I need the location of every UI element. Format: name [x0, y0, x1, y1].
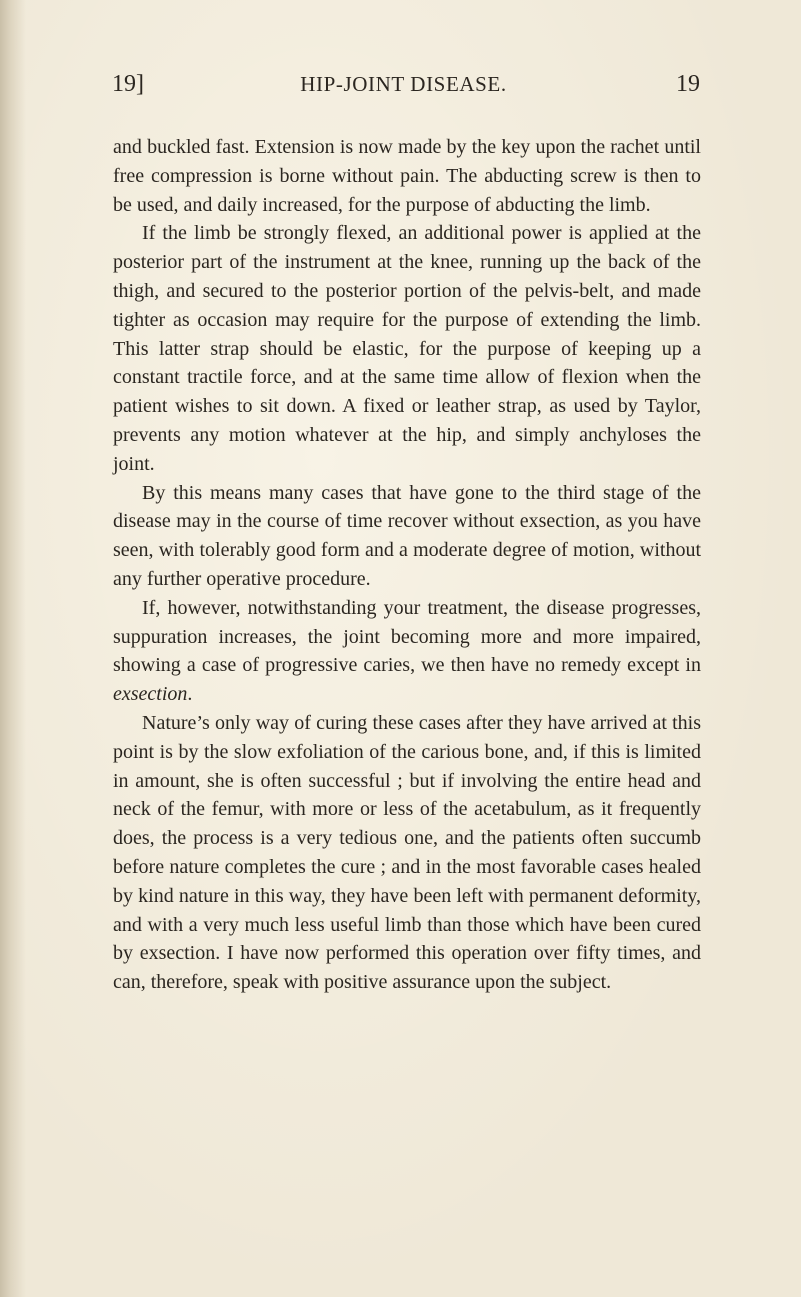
paragraph-5: Nature’s only way of curing these cases after they have arrived at this point is by the slow exfoliation of the carious bone, and, if this is limited in amount, she is often successful ; but if involving the entire head and neck of the femur, with more or less of the acetabulum, as it frequently does, the process is a very tedious one, and the patients often succumb before nature completes the cure ; and in the most favorable cases healed by kind nature in this way, they have been left with permanent deformity, and with a very much less useful limb than those which have been cured by exsection. I have now performed this operation over fifty times, and can, therefore, speak with positive assurance upon the subject.	[113, 711, 701, 994]
paragraph-1: and buckled fast. Extension is now made by the key upon the rachet until free compression is borne without pain. The abducting screw is then to be used, and daily increased, for the purpose of abducting the limb.	[113, 136, 701, 216]
body-text	[113, 133, 701, 997]
running-head	[0, 66, 801, 102]
page-number: 19	[676, 71, 700, 97]
paragraph-3: By this means many cases that have gone to the third stage of the disease may in the course of time recover without exsection, as you have seen, with tolerably good form and a moderate degree of motion, without any further operative procedure.	[113, 481, 701, 590]
binding-gutter-shadow	[0, 0, 26, 1297]
section-number: 19]	[112, 71, 144, 97]
paragraph-2: If the limb be strongly flexed, an additional power is applied at the posterior part of the instrument at the knee, running up the back of the thigh, and secured to the posterior portion of the pelvis-belt, and made tighter as occasion may require for the purpose of extending the limb. This latter strap should be elastic, for the purpose of keeping up a constant tractile force, and at the same time allow of flexion when the patient wishes to sit down. A fixed or leather strap, as used by Taylor, prevents any motion whatever at the hip, and simply anchyloses the joint.	[113, 222, 701, 475]
paragraph-4-text: If, however, notwithstanding your treatment, the disease progresses, suppuration increases, the joint becoming more and more impaired, showing a case of progressive caries, we then have no remedy except in	[113, 596, 701, 677]
running-title: HIP-JOINT DISEASE.	[300, 72, 507, 96]
paragraph-4-italic-term: exsection	[113, 683, 188, 706]
paragraph-4	[113, 594, 701, 709]
paragraph-4-end: .	[187, 683, 193, 706]
